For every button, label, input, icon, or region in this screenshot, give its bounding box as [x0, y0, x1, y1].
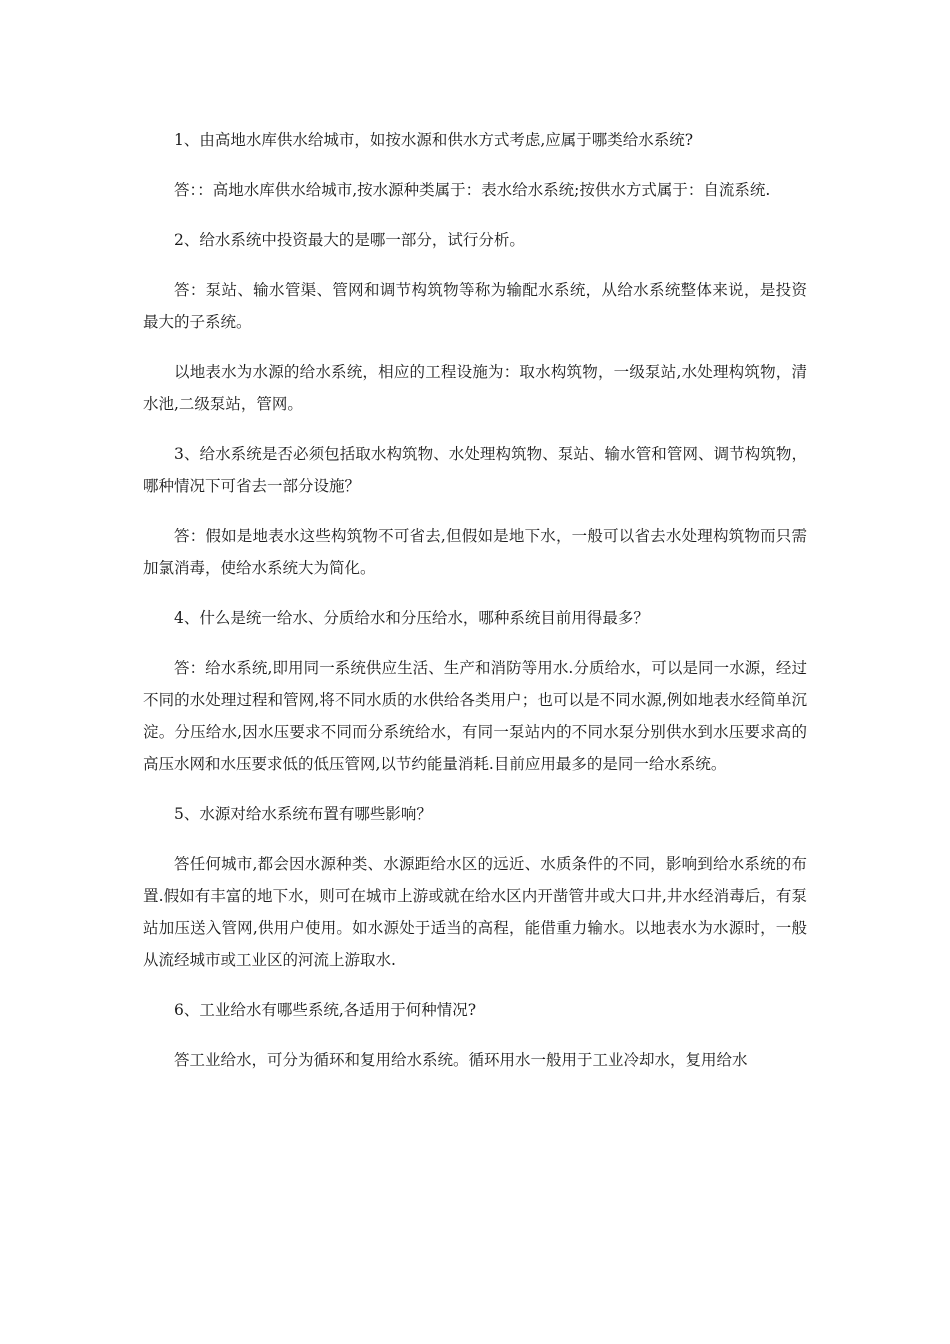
answer-1: 答：：高地水库供水给城市,按水源种类属于：表水给水系统;按供水方式属于：自流系统. — [174, 181, 771, 199]
answer-2: 答：泵站、输水管渠、管网和调节构筑物等称为输配水系统，从给水系统整体来说，是投资最大的子系统。 — [143, 281, 807, 331]
answer-5: 答任何城市,都会因水源种类、水源距给水区的远近、水质条件的不同，影响到给水系统的布置.假如有丰富的地下水，则可在城市上游或就在给水区内开凿管井或大口井,井水经消毒后，有泵站加压送入管网,供用户使用。如水源处于适当的高程，能借重力输水。以地表水为水源时，一般从流经城市或工业区的河流上游取水. — [143, 855, 807, 969]
question-1: 1、由高地水库供水给城市，如按水源和供水方式考虑,应属于哪类给水系统? — [174, 131, 694, 149]
question-2: 2、给水系统中投资最大的是哪一部分，试行分析。 — [174, 231, 525, 249]
question-4: 4、什么是统一给水、分质给水和分压给水，哪种系统目前用得最多？ — [174, 609, 649, 627]
answer-6: 答工业给水，可分为循环和复用给水系统。循环用水一般用于工业冷却水，复用给水 — [174, 1051, 748, 1069]
answer-4: 答：给水系统,即用同一系统供应生活、生产和消防等用水.分质给水，可以是同一水源，经过不同的水处理过程和管网,将不同水质的水供给各类用户；也可以是不同水源,例如地表水经简单沉淀。分压给水,因水压要求不同而分系统给水，有同一泵站内的不同水泵分别供水到水压要求高的高压水网和水压要求低的低压管网,以节约能量消耗.目前应用最多的是同一给水系统。 — [143, 659, 807, 773]
question-6: 6、工业给水有哪些系统,各适用于何种情况? — [174, 1001, 477, 1019]
answer-2-continued: 以地表水为水源的给水系统，相应的工程设施为：取水构筑物，一级泵站,水处理构筑物，清水池,二级泵站，管网。 — [143, 363, 807, 413]
document-body — [143, 124, 807, 1094]
question-3: 3、给水系统是否必须包括取水构筑物、水处理构筑物、泵站、输水管和管网、调节构筑物，哪种情况下可省去一部分设施？ — [143, 445, 807, 495]
question-5: 5、水源对给水系统布置有哪些影响？ — [174, 805, 432, 823]
answer-3: 答：假如是地表水这些构筑物不可省去,但假如是地下水，一般可以省去水处理构筑物而只需加氯消毒，使给水系统大为简化。 — [143, 527, 807, 577]
